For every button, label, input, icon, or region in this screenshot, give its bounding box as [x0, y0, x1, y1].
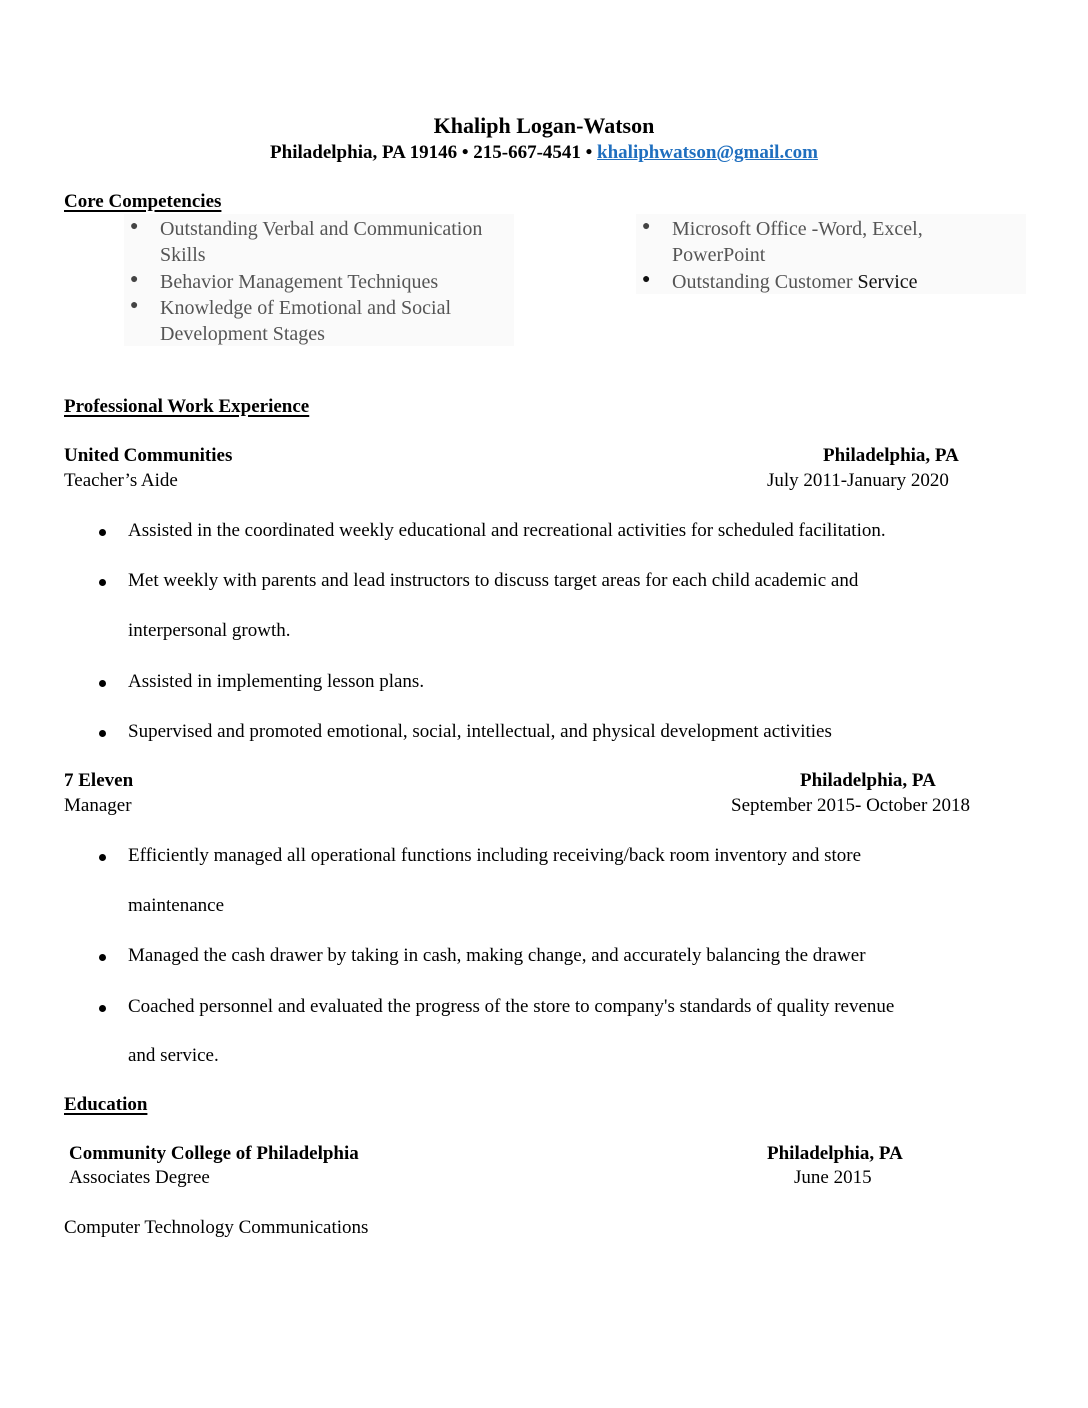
bullet-icon [99, 680, 106, 687]
bullet-icon: ● [130, 298, 139, 313]
job-company: United Communities [64, 445, 233, 466]
degree: Associates Degree [69, 1167, 210, 1188]
bullet-icon: ● [642, 219, 651, 234]
bullet-icon [99, 854, 106, 861]
job-bullet: Managed the cash drawer by taking in cash, making change, and accurately balancing the drawer [128, 945, 866, 966]
job-bullet-continuation: and service. [128, 1045, 219, 1066]
job-bullet: Coached personnel and evaluated the progress of the store to company's standards of quality revenue [128, 996, 895, 1017]
job-location: Philadelphia, PA [800, 770, 936, 791]
contact-line [0, 140, 1088, 166]
bullet-icon: ● [642, 272, 651, 287]
job-dates: July 2011-January 2020 [767, 470, 949, 491]
graduation-date: June 2015 [794, 1167, 872, 1188]
job-company: 7 Eleven [64, 770, 134, 791]
contact-address-phone: Philadelphia, PA 19146 • 215-667-4541 • [270, 142, 598, 163]
competency-item: Outstanding Customer Service [672, 271, 918, 293]
bullet-icon: ● [130, 219, 139, 234]
bullet-icon [99, 954, 106, 961]
bullet-icon [99, 1005, 106, 1012]
job-bullet: Assisted in implementing lesson plans. [128, 671, 425, 692]
competency-item: Microsoft Office -Word, Excel, PowerPoint [672, 218, 923, 266]
bullet-icon [99, 529, 106, 536]
job-location: Philadelphia, PA [823, 445, 959, 466]
job-dates: September 2015- October 2018 [731, 795, 971, 816]
bullet-icon [99, 730, 106, 737]
job-bullet-continuation: interpersonal growth. [128, 620, 291, 641]
school-name: Community College of Philadelphia [69, 1143, 359, 1164]
bullet-icon: ● [130, 272, 139, 287]
job-bullet: Supervised and promoted emotional, social, intellectual, and physical development activities [128, 721, 832, 742]
email-link[interactable]: khaliphwatson@gmail.com [597, 142, 818, 163]
section-heading-experience: Professional Work Experience [64, 396, 310, 417]
job-title: Teacher’s Aide [64, 470, 178, 491]
job-bullet: Assisted in the coordinated weekly educational and recreational activities for scheduled facilitation. [128, 520, 886, 541]
job-bullet-continuation: maintenance [128, 895, 225, 916]
competency-item: Outstanding Verbal and Communication Skills [160, 218, 483, 266]
job-title: Manager [64, 795, 132, 816]
field-of-study: Computer Technology Communications [64, 1217, 369, 1238]
job-bullet: Met weekly with parents and lead instructors to discuss target areas for each child academic and [128, 570, 859, 591]
competency-item: Knowledge of Emotional and Social Development Stages [160, 297, 452, 345]
competency-item: Behavior Management Techniques [160, 271, 439, 293]
job-bullet: Efficiently managed all operational functions including receiving/back room inventory and store [128, 845, 862, 866]
section-heading-core-competencies: Core Competencies [64, 191, 222, 212]
school-location: Philadelphia, PA [767, 1143, 903, 1164]
resume-name: Khaliph Logan-Watson [433, 113, 655, 138]
section-heading-education: Education [64, 1094, 148, 1115]
bullet-icon [99, 579, 106, 586]
